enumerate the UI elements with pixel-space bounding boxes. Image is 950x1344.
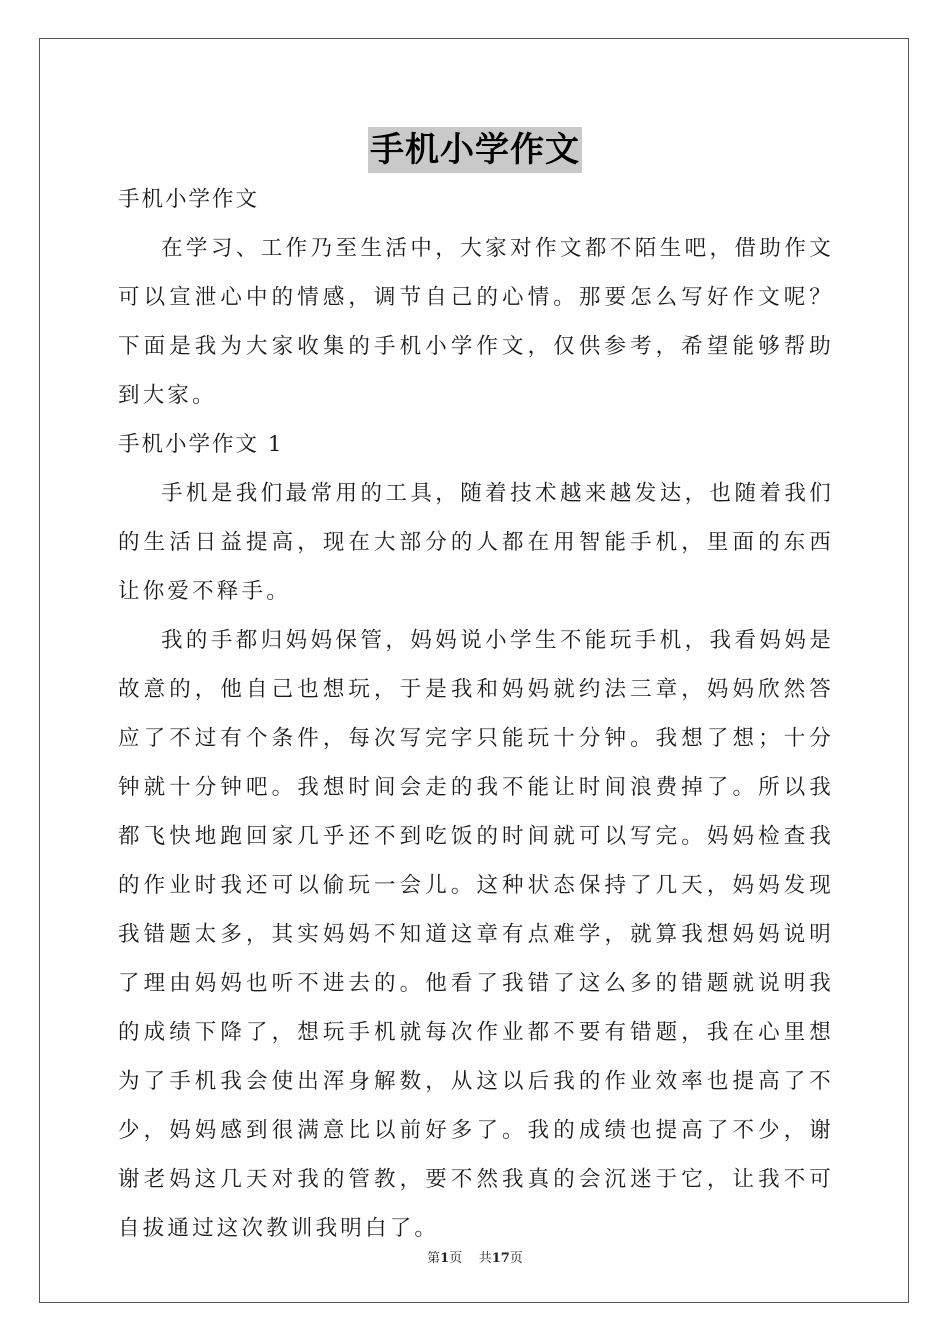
body-paragraph: 手机是我们最常用的工具，随着技术越来越发达，也随着我们的生活日益提高，现在大部分的人都在用智能手机，里面的东西让你爱不释手。: [118, 481, 834, 604]
page-prefix: 第: [427, 1251, 441, 1266]
total-pages: 17: [491, 1251, 510, 1266]
total-prefix: 共: [478, 1251, 492, 1266]
body-paragraph: 在学习、工作乃至生活中，大家对作文都不陌生吧，借助作文可以宣泄心中的情感，调节自己的心情。那要怎么写好作文呢？下面是我为大家收集的手机小学作文，仅供参考，希望能够帮助到大家。: [118, 236, 834, 408]
page-number: 1: [440, 1251, 450, 1266]
title-container: [0, 127, 950, 173]
section-heading: 手机小学作文: [118, 187, 260, 212]
section-heading: 手机小学作文 1: [118, 432, 284, 457]
document-body: [118, 175, 834, 1253]
page-suffix: 页: [449, 1251, 463, 1266]
body-paragraph: 我的手都归妈妈保管，妈妈说小学生不能玩手机，我看妈妈是故意的，他自己也想玩，于是我和妈妈就约法三章，妈妈欣然答应了不过有个条件，每次写完字只能玩十分钟。我想了想；十分钟就十分钟吧。我想时间会走的我不能让时间浪费掉了。所以我都飞快地跑回家几乎还不到吃饭的时间就可以写完。妈妈检查我的作业时我还可以偷玩一会儿。这种状态保持了几天，妈妈发现我错题太多，其实妈妈不知道这章有点难学，就算我想妈妈说明了理由妈妈也听不进去的。他看了我错了这么多的错题就说明我的成绩下降了，想玩手机就每次作业都不要有错题，我在心里想为了手机我会使出浑身解数，从这以后我的作业效率也提高了不少，妈妈感到很满意比以前好多了。我的成绩也提高了不少，谢谢老妈这几天对我的管教，要不然我真的会沉迷于它，让我不可自拔通过这次教训我明白了。: [118, 628, 834, 1241]
page-footer: [0, 1247, 950, 1266]
document-title: 手机小学作文: [368, 127, 582, 173]
total-suffix: 页: [509, 1251, 523, 1266]
